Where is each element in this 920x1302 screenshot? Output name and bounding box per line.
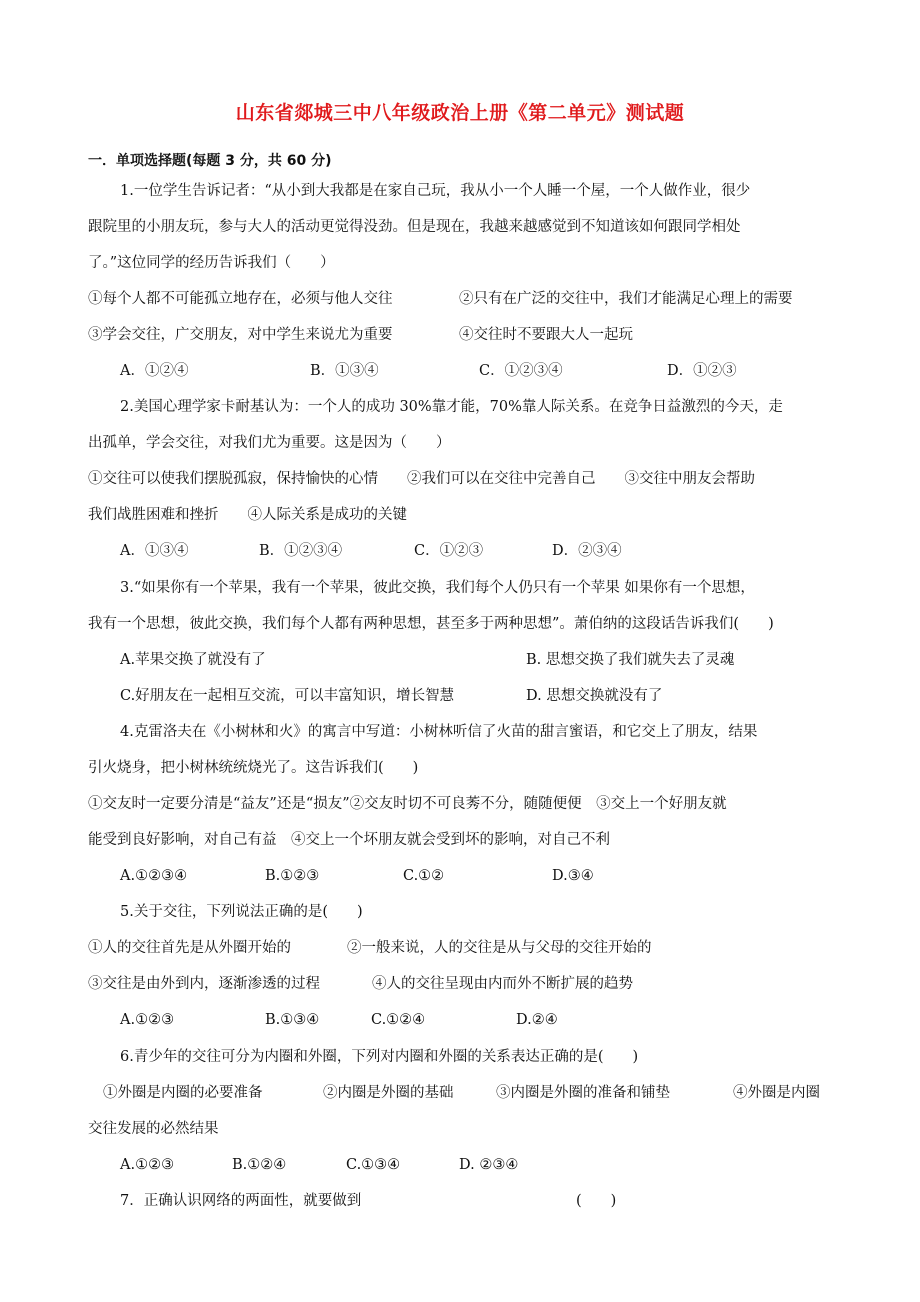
q1-statement-1: ①每个人都不可能孤立地存在，必须与他人交往 xyxy=(88,291,393,307)
q2-stem-line-1: 2.美国心理学家卡耐基认为：一个人的成功 30%靠才能，70%靠人际关系。在竞争日益激烈的今天，走 xyxy=(120,399,783,415)
page-title: 山东省郯城三中八年级政治上册《第二单元》测试题 xyxy=(235,102,685,124)
q6-statement-3: ③内圈是外圈的准备和铺垫 xyxy=(496,1085,670,1101)
q3-stem-line-2: 我有一个思想，彼此交换，我们每个人都有两种思想，甚至多于两种思想”。萧伯纳的这段话告诉我们( ) xyxy=(88,616,774,632)
q3-option-c[interactable]: C.好朋友在一起相互交流，可以丰富知识，增长智慧 xyxy=(120,688,455,704)
q1-stem-line-2: 跟院里的小朋友玩，参与大人的活动更觉得没劲。但是现在，我越来越感觉到不知道该如何跟同学相处 xyxy=(88,219,741,235)
q6-option-a[interactable]: A.①②③ xyxy=(120,1157,175,1173)
q4-stem-line-2: 引火烧身，把小树林统统烧光了。这告诉我们( ) xyxy=(88,760,419,776)
q4-statements-line-1: ①交友时一定要分清是“益友”还是“损友”②交友时切不可良莠不分，随随便便 ③交上一个好朋友就 xyxy=(88,796,727,812)
q5-statement-3: ③交往是由外到内，逐渐渗透的过程 xyxy=(88,976,320,992)
q6-statement-4: ④外圈是内圈 xyxy=(733,1085,820,1101)
q7-stem: 7．正确认识网络的两面性，就要做到 xyxy=(120,1193,362,1209)
q6-statement-4-continued: 交往发展的必然结果 xyxy=(88,1121,219,1137)
q2-option-a[interactable]: A．①③④ xyxy=(120,543,189,559)
q2-statements-line-2: 我们战胜困难和挫折 ④人际关系是成功的关键 xyxy=(88,507,407,523)
q5-option-b[interactable]: B.①③④ xyxy=(265,1012,320,1028)
q1-statement-3: ③学会交往，广交朋友，对中学生来说尤为重要 xyxy=(88,327,393,343)
q7-answer-blank: ( ) xyxy=(576,1193,617,1209)
q1-stem-line-3: 了。”这位同学的经历告诉我们（ ） xyxy=(88,255,335,271)
q5-statement-4: ④人的交往呈现由内而外不断扩展的趋势 xyxy=(372,976,633,992)
q5-option-c[interactable]: C.①②④ xyxy=(371,1012,426,1028)
q1-option-d[interactable]: D．①②③ xyxy=(667,363,737,379)
q6-stem: 6.青少年的交往可分为内圈和外圈，下列对内圈和外圈的关系表达正确的是( ) xyxy=(120,1049,639,1065)
q5-statement-1: ①人的交往首先是从外圈开始的 xyxy=(88,940,291,956)
q6-option-d[interactable]: D. ②③④ xyxy=(459,1157,519,1173)
q1-option-a[interactable]: A．①②④ xyxy=(120,363,189,379)
q4-option-b[interactable]: B.①②③ xyxy=(265,868,320,884)
q4-stem-line-1: 4.克雷洛夫在《小树林和火》的寓言中写道：小树林听信了火苗的甜言蜜语，和它交上了朋友，结果 xyxy=(120,724,758,740)
q1-stem-line-1: 1.一位学生告诉记者：“从小到大我都是在家自己玩，我从小一个人睡一个屋，一个人做作业，很少 xyxy=(120,183,751,199)
q4-option-c[interactable]: C.①② xyxy=(403,868,445,884)
q6-statement-1: ①外圈是内圈的必要准备 xyxy=(103,1085,263,1101)
q6-option-c[interactable]: C.①③④ xyxy=(346,1157,401,1173)
q3-option-d[interactable]: D. 思想交换就没有了 xyxy=(526,688,663,704)
q6-option-b[interactable]: B.①②④ xyxy=(232,1157,287,1173)
q6-statement-2: ②内圈是外圈的基础 xyxy=(323,1085,454,1101)
q5-stem: 5.关于交往，下列说法正确的是( ) xyxy=(120,904,363,920)
q5-option-a[interactable]: A.①②③ xyxy=(120,1012,175,1028)
q5-statement-2: ②一般来说，人的交往是从与父母的交往开始的 xyxy=(347,940,652,956)
q3-option-a[interactable]: A.苹果交换了就没有了 xyxy=(120,652,266,668)
q3-option-b[interactable]: B. 思想交换了我们就失去了灵魂 xyxy=(526,652,735,668)
q3-stem-line-1: 3.“如果你有一个苹果，我有一个苹果，彼此交换，我们每个人仍只有一个苹果 如果你有一个思想， xyxy=(120,580,755,596)
q1-statement-4: ④交往时不要跟大人一起玩 xyxy=(459,327,633,343)
q2-option-b[interactable]: B．①②③④ xyxy=(259,543,343,559)
q4-option-d[interactable]: D.③④ xyxy=(552,868,594,884)
q5-option-d[interactable]: D.②④ xyxy=(516,1012,558,1028)
q4-option-a[interactable]: A.①②③④ xyxy=(120,868,188,884)
q2-statements-line-1: ①交往可以使我们摆脱孤寂，保持愉快的心情 ②我们可以在交往中完善自己 ③交往中朋友会帮助 xyxy=(88,471,755,487)
q2-stem-line-2: 出孤单，学会交往，对我们尤为重要。这是因为（ ） xyxy=(88,435,451,451)
q1-option-b[interactable]: B．①③④ xyxy=(310,363,379,379)
q1-option-c[interactable]: C．①②③④ xyxy=(479,363,563,379)
q2-option-c[interactable]: C．①②③ xyxy=(414,543,484,559)
q2-option-d[interactable]: D．②③④ xyxy=(552,543,622,559)
q4-statements-line-2: 能受到良好影响，对自己有益 ④交上一个坏朋友就会受到坏的影响，对自己不利 xyxy=(88,832,610,848)
q1-statement-2: ②只有在广泛的交往中，我们才能满足心理上的需要 xyxy=(459,291,793,307)
section-heading: 一．单项选择题(每题 3 分，共 60 分) xyxy=(88,153,332,169)
